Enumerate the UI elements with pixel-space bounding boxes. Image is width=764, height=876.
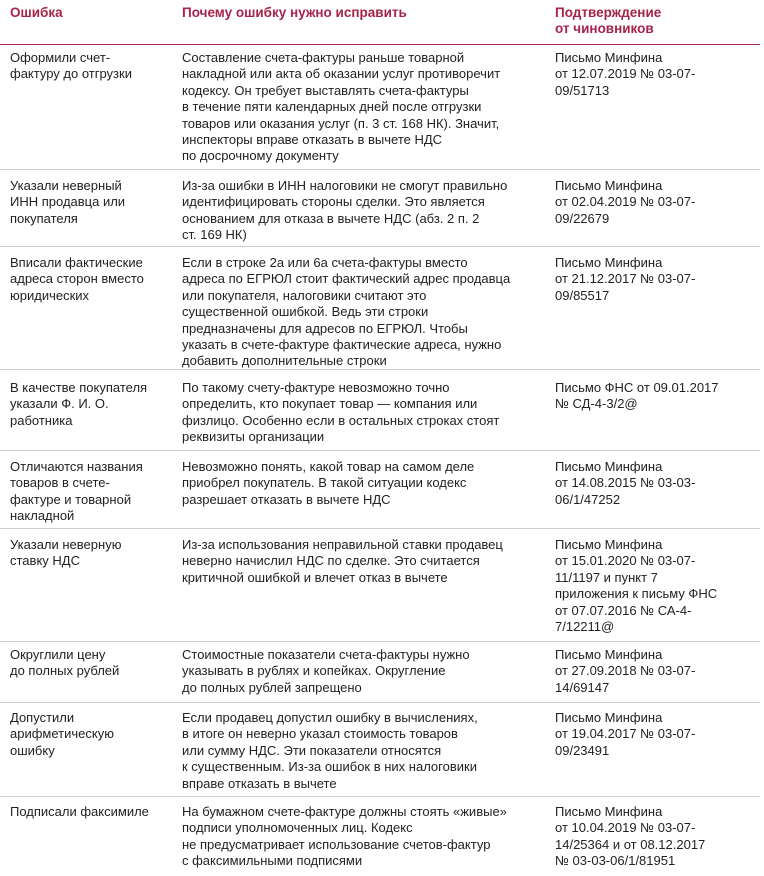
error-cell: Оформили счет- фактуру до отгрузки (10, 50, 132, 82)
error-cell: Указали неверную ставку НДС (10, 537, 122, 569)
header-reason: Почему ошибку нужно исправить (182, 5, 407, 20)
reason-cell: Составление счета-фактуры раньше товарной накладной или акта об оказании услуг противоречит кодексу. Он требует выставлять счета-фактуры в течение пяти календарных дней после отгрузки товаров или оказания услуг (п. 3 ст. 168 НК). Значит, инспекторы вправе отказать в вычете НДС по досрочному документу (182, 50, 501, 164)
confirmation-cell: Письмо ФНС от 09.01.2017 № СД-4-3/2@ (555, 380, 719, 412)
header-confirmation: Подтверждение от чиновников (555, 5, 662, 36)
confirmation-cell: Письмо Минфина от 15.01.2020 № 03-07- 11/1197 и пункт 7 приложения к письму ФНС от 07.07.2016 № СА-4- 7/12211@ (555, 537, 718, 635)
table-row (0, 702, 760, 796)
reason-cell: На бумажном счете-фактуре должны стоять «живые» подписи уполномоченных лиц. Кодекс не предусматривает использование счетов-фактур с факсимильными подписями (182, 804, 507, 869)
table-header (0, 0, 760, 45)
header-error: Ошибка (10, 5, 63, 20)
reason-cell: Если в строке 2а или 6а счета-фактуры вместо адреса по ЕГРЮЛ стоит фактический адрес продавца или покупателя, налоговики считают это существенной ошибкой. Ведь эти строки предназначены для адресов по ЕГРЮЛ. Чтобы указать в счете-фактуре фактические адреса, нужно добавить дополнительные строки (182, 255, 511, 369)
error-cell: Отличаются названия товаров в счете- фактуре и товарной накладной (10, 459, 143, 524)
confirmation-cell: Письмо Минфина от 27.09.2018 № 03-07- 14/69147 (555, 647, 696, 695)
error-cell: В качестве покупателя указали Ф. И. О. работника (10, 380, 148, 428)
confirmation-cell: Письмо Минфина от 12.07.2019 № 03-07- 09/51713 (555, 50, 696, 98)
reason-cell: Невозможно понять, какой товар на самом деле приобрел покупатель. В такой ситуации кодекс разрешает отказать в вычете НДС (182, 459, 475, 507)
confirmation-cell: Письмо Минфина от 19.04.2017 № 03-07- 09/23491 (555, 710, 696, 758)
table-row (0, 528, 760, 641)
reason-cell: Если продавец допустил ошибку в вычислениях, в итоге он неверно указал стоимость товаров или сумму НДС. Эти показатели относятся к существенным. Из-за ошибок в них налоговики вправе отказать в вычете (182, 710, 478, 791)
reason-cell: Стоимостные показатели счета-фактуры нужно указывать в рублях и копейках. Округление до полных рублей запрещено (182, 647, 470, 695)
table-row (0, 796, 760, 875)
error-cell: Округлили цену до полных рублей (10, 647, 120, 679)
table-row (0, 49, 760, 167)
table-row (0, 369, 760, 450)
table-row (0, 169, 760, 246)
table-row (0, 450, 760, 528)
reason-cell: Из-за ошибки в ИНН налоговики не смогут правильно идентифицировать стороны сделки. Это является основанием для отказа в вычете НДС (абз. 2 п. 2 ст. 169 НК) (182, 178, 508, 243)
error-cell: Указали неверный ИНН продавца или покупателя (10, 178, 126, 226)
error-cell: Подписали факсимиле (10, 804, 149, 819)
reason-cell: Из-за использования неправильной ставки продавец неверно начислил НДС по сделке. Это считается критичной ошибкой и влечет отказ в вычете (182, 537, 503, 585)
error-cell: Вписали фактические адреса сторон вместо юридических (10, 255, 144, 303)
error-cell: Допустили арифметическую ошибку (10, 710, 114, 758)
confirmation-cell: Письмо Минфина от 21.12.2017 № 03-07- 09/85517 (555, 255, 696, 303)
confirmation-cell: Письмо Минфина от 02.04.2019 № 03-07- 09/22679 (555, 178, 696, 226)
reason-cell: По такому счету-фактуре невозможно точно определить, кто покупает товар — компания или физлицо. Особенно если в остальных строках стоят реквизиты организации (182, 380, 500, 445)
confirmation-cell: Письмо Минфина от 10.04.2019 № 03-07- 14/25364 и от 08.12.2017 № 03-03-06/1/81951 (555, 804, 706, 869)
confirmation-cell: Письмо Минфина от 14.08.2015 № 03-03- 06/1/47252 (555, 459, 696, 507)
table-row (0, 641, 760, 702)
table-row (0, 246, 760, 369)
